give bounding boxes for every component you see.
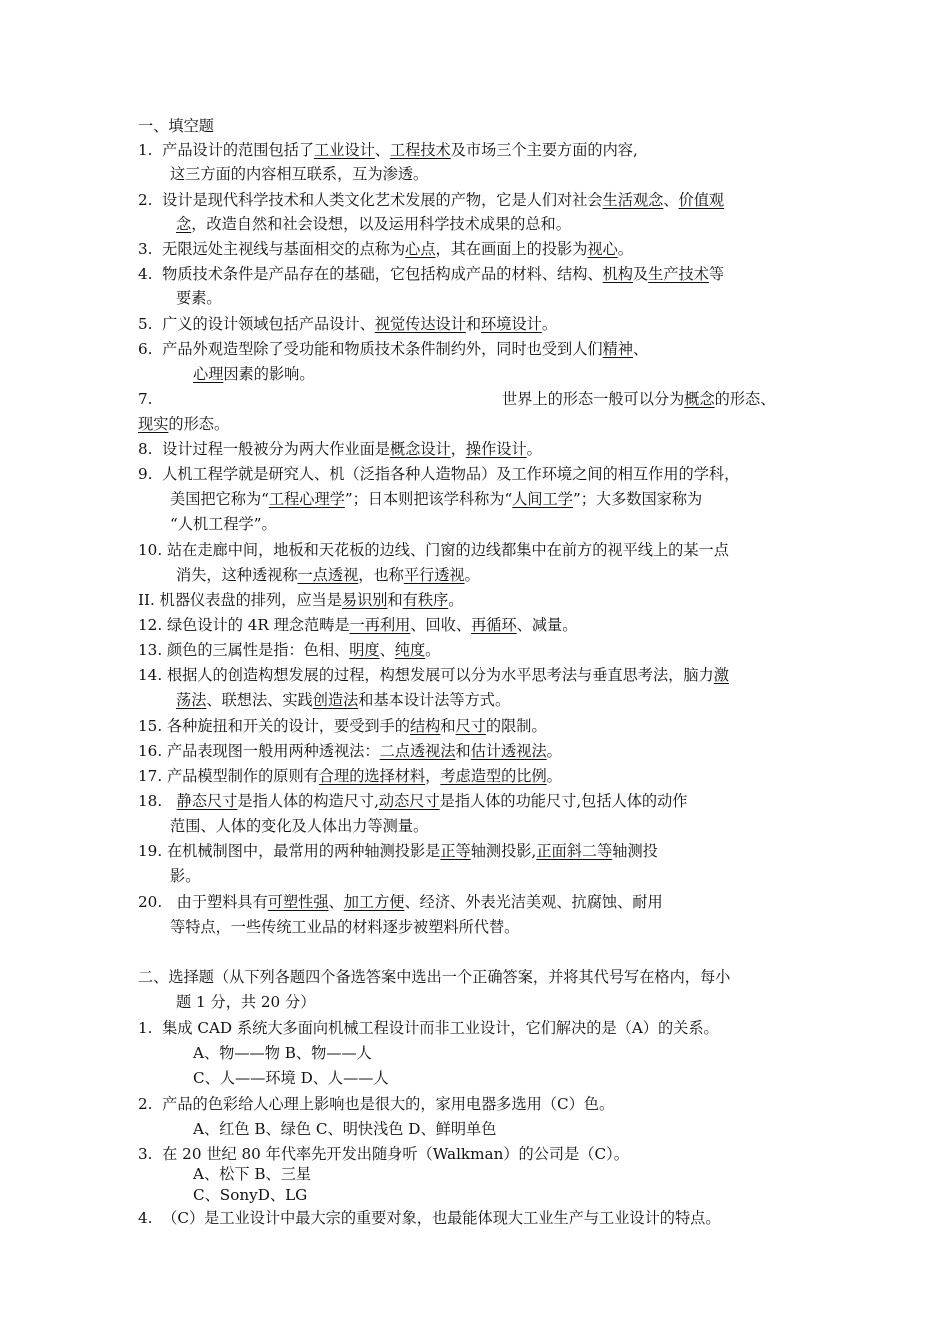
text-line <box>138 967 730 987</box>
text-line <box>138 314 557 334</box>
underlined-answer: 生产技术 <box>648 265 709 283</box>
text-segment: 和 <box>455 742 471 760</box>
text-segment: 影。 <box>170 867 201 885</box>
text-segment: 及市场三个主要方面的内容, <box>450 141 638 159</box>
text-segment: 、减量。 <box>516 616 578 634</box>
text-line <box>138 1018 719 1038</box>
text-line <box>193 1043 372 1063</box>
text-segment: 。 <box>526 440 542 458</box>
text-segment: 。 <box>546 767 562 785</box>
text-segment: 、联想法、实践 <box>206 691 313 709</box>
text-segment: 17. 产品模型制作的原则有 <box>138 767 319 785</box>
text-segment: 是指人体的功能尺寸,包括人体的动作 <box>439 792 688 810</box>
text-line <box>138 791 687 811</box>
text-line <box>170 514 277 534</box>
underlined-answer: 荡法 <box>176 691 207 709</box>
text-segment: 。 <box>425 641 441 659</box>
text-segment: 19. 在机械制图中，最常用的两种轴测投影是 <box>138 842 441 860</box>
underlined-answer: 明度 <box>349 641 380 659</box>
text-segment: 及 <box>632 265 649 283</box>
text-segment: 。 <box>448 591 464 609</box>
text-line <box>138 140 638 160</box>
text-line <box>170 917 519 937</box>
text-segment: 题 1 分，共 20 分） <box>176 993 316 1011</box>
underlined-answer: 考虑造型的比例 <box>440 767 547 785</box>
underlined-answer: 概念 <box>684 390 715 408</box>
text-line <box>138 1094 614 1114</box>
text-line <box>170 866 200 886</box>
text-segment: 13. 颜色的三属性是指：色相、 <box>138 641 350 659</box>
text-segment: 9. 人机工程学就是研究人、机（泛指各种人造物品）及工作环境之间的相互作用的学科， <box>138 465 740 483</box>
text-segment: 这三方面的内容相互联系，互为渗透。 <box>170 165 429 183</box>
text-line <box>170 164 428 184</box>
text-segment: 15. 各种旋扭和开关的设计，要受到手的 <box>138 717 410 735</box>
text-line <box>138 1208 721 1228</box>
underlined-answer: 心理 <box>193 365 224 383</box>
text-segment: 和基本设计法等方式。 <box>358 691 511 709</box>
text-line <box>193 1164 311 1184</box>
underlined-answer: 一点透视 <box>297 566 359 584</box>
text-line <box>176 690 510 710</box>
text-segment: 8. 设计过程一般被分为两大作业面是 <box>138 440 390 458</box>
underlined-answer: 环境设计 <box>481 315 542 333</box>
text-segment: ，改造自然和社会设想，以及运用科学技术成果的总和。 <box>191 215 571 233</box>
text-segment: 、回收、 <box>410 616 472 634</box>
text-segment: C、SonyD、LG <box>193 1186 308 1204</box>
text-line <box>193 1068 389 1088</box>
text-segment: 。 <box>546 742 562 760</box>
underlined-answer: 视觉传达设计 <box>374 315 466 333</box>
text-line <box>176 214 571 234</box>
underlined-answer: 生活观念 <box>602 191 664 209</box>
text-segment: 和 <box>440 717 456 735</box>
text-segment: 要素。 <box>176 289 222 307</box>
text-segment: 、 <box>663 191 679 209</box>
text-segment: 2. 产品的色彩给人心理上影响也是很大的，家用电器多选用（C）色。 <box>138 1095 615 1113</box>
text-line <box>193 364 315 384</box>
underlined-answer: 估计透视法 <box>470 742 547 760</box>
underlined-answer: 工程心理学 <box>268 490 345 508</box>
text-segment: 和 <box>387 591 403 609</box>
text-segment: 范围、人体的变化及人体出力等测量。 <box>170 817 429 835</box>
text-segment: 4. 物质技术条件是产品存在的基础，它包括构成产品的材料、结构、 <box>138 265 603 283</box>
text-segment: 、 <box>379 641 395 659</box>
text-segment: 。 <box>617 240 633 258</box>
text-line <box>170 489 702 509</box>
underlined-answer: 可塑性强 <box>267 893 329 911</box>
text-line <box>193 1185 307 1205</box>
text-line <box>138 264 724 284</box>
underlined-answer: 二点透视法 <box>379 742 456 760</box>
text-segment: ”；日本则把该学科称为“ <box>344 490 513 508</box>
text-segment: 1. 集成 CAD 系统大多面向机械工程设计而非工业设计，它们解决的是（A）的关系。 <box>138 1019 719 1037</box>
text-segment: 一、填空题 <box>138 117 214 135</box>
underlined-answer: 有秩序 <box>402 591 449 609</box>
text-line <box>138 239 633 259</box>
text-segment: 是指人体的构造尺寸, <box>237 792 379 810</box>
text-line <box>138 892 663 912</box>
underlined-answer: 精神 <box>602 340 633 358</box>
text-line <box>170 816 428 836</box>
text-segment: 4. （C）是工业设计中最大宗的重要对象，也最能体现大工业生产与工业设计的特点。 <box>138 1209 721 1227</box>
text-line <box>138 590 463 610</box>
text-segment: 。 <box>541 315 558 333</box>
underlined-answer: 动态尺寸 <box>378 792 440 810</box>
text-line <box>138 414 229 434</box>
text-line <box>138 116 214 136</box>
text-line <box>138 439 542 459</box>
underlined-answer: 概念设计 <box>389 440 451 458</box>
underlined-answer: 念 <box>176 215 192 233</box>
text-segment: ，其在画面上的投影为 <box>435 240 588 258</box>
text-segment: 轴测投 <box>612 842 658 860</box>
text-segment: 12. 绿色设计的 4R 理念范畴是 <box>138 616 350 634</box>
text-segment: 等 <box>708 265 725 283</box>
underlined-answer: 工业设计 <box>314 141 375 159</box>
underlined-answer: 价值观 <box>678 191 725 209</box>
text-segment: 2. 设计是现代科学技术和人类文化艺术发展的产物，它是人们对社会 <box>138 191 603 209</box>
underlined-answer: 操作设计 <box>465 440 527 458</box>
text-line <box>138 339 648 359</box>
text-segment: 7. <box>138 390 153 408</box>
text-line <box>138 190 724 210</box>
text-segment: 美国把它称为“ <box>170 490 269 508</box>
text-segment: A、物——物 B、物——人 <box>193 1044 372 1062</box>
text-segment: 20. 由于塑料具有 <box>138 893 268 911</box>
underlined-answer: 尺寸 <box>455 717 486 735</box>
text-segment: ， <box>425 767 441 785</box>
text-segment: 。 <box>464 566 480 584</box>
text-line <box>138 540 729 560</box>
underlined-answer: 一再利用 <box>349 616 411 634</box>
text-segment: 3. 无限远处主视线与基面相交的点称为 <box>138 240 406 258</box>
text-segment: 、 <box>632 340 649 358</box>
text-segment: 1. 产品设计的范围包括了 <box>138 141 315 159</box>
text-segment: 和 <box>465 315 482 333</box>
text-line <box>138 389 153 409</box>
text-segment: 的形态。 <box>168 415 230 433</box>
underlined-answer: 创造法 <box>312 691 359 709</box>
text-line <box>176 992 315 1012</box>
underlined-answer: 加工方便 <box>343 893 405 911</box>
text-segment: 、 <box>328 893 344 911</box>
underlined-answer: 再循环 <box>471 616 517 634</box>
text-segment: 世界上的形态一般可以分为 <box>502 390 685 408</box>
text-line <box>138 615 577 635</box>
text-segment: A、红色 B、绿色 C、明快浅色 D、鲜明单色 <box>193 1120 497 1138</box>
text-segment: 、经济、外表光洁美观、抗腐蚀、耐用 <box>404 893 663 911</box>
text-line <box>138 1144 629 1164</box>
underlined-answer: 激 <box>713 666 729 684</box>
underlined-answer: 静态尺寸 <box>176 792 238 810</box>
text-line <box>138 464 739 484</box>
underlined-answer: 合理的选择材料 <box>318 767 426 785</box>
text-segment: ”；大多数国家称为 <box>572 490 703 508</box>
underlined-answer: 工程技术 <box>389 141 451 159</box>
text-segment: 二、选择题（从下列各题四个备选答案中选出一个正确答案，并将其代号写在格内，每小 <box>138 968 731 986</box>
text-line <box>176 288 222 308</box>
text-line <box>138 640 440 660</box>
text-line <box>138 841 658 861</box>
underlined-answer: 正等 <box>440 842 471 860</box>
text-segment: 10. 站在走廊中间，地板和天花板的边线、门窗的边线都集中在前方的视平线上的某一点 <box>138 541 729 559</box>
text-line <box>138 665 729 685</box>
underlined-answer: 现实 <box>138 415 169 433</box>
underlined-answer: 机构 <box>602 265 633 283</box>
text-segment: II. 机器仪表盘的排列，应当是 <box>138 591 342 609</box>
underlined-answer: 视心 <box>587 240 618 258</box>
underlined-answer: 人间工学 <box>512 490 573 508</box>
text-segment: 的形态、 <box>714 390 776 408</box>
text-line <box>502 389 775 409</box>
text-line <box>138 741 562 761</box>
text-line <box>176 565 480 585</box>
underlined-answer: 心点 <box>405 240 436 258</box>
text-segment: 轴测投影, <box>470 842 537 860</box>
text-segment: C、人——环境 D、人——人 <box>193 1069 389 1087</box>
text-line <box>138 766 562 786</box>
underlined-answer: 纯度 <box>394 641 426 659</box>
text-segment: 3. 在 20 世纪 80 年代率先开发出随身听（Walkman）的公司是（C）。 <box>138 1145 629 1163</box>
text-segment: 18. <box>138 792 177 810</box>
text-segment: 等特点，一些传统工业品的材料逐步被塑料所代替。 <box>170 918 520 936</box>
text-segment: 消失，这种透视称 <box>176 566 298 584</box>
underlined-answer: 结构 <box>409 717 441 735</box>
text-segment: 5. 广义的设计领域包括产品设计、 <box>138 315 375 333</box>
text-segment: 6. 产品外观造型除了受功能和物质技术条件制约外，同时也受到人们 <box>138 340 603 358</box>
text-line <box>193 1119 496 1139</box>
text-segment: 16. 产品表现图一般用两种透视法： <box>138 742 380 760</box>
text-segment: ， <box>450 440 466 458</box>
text-segment: 因素的影响。 <box>223 365 315 383</box>
underlined-answer: 易识别 <box>341 591 388 609</box>
underlined-answer: 正面斜二等 <box>536 842 613 860</box>
text-segment: 14. 根据人的创造构想发展的过程，构想发展可以分为水平思考法与垂直思考法，脑力 <box>138 666 714 684</box>
text-segment: 的限制。 <box>485 717 547 735</box>
text-line <box>138 716 547 736</box>
text-segment: A、松下 B、三星 <box>193 1165 312 1183</box>
text-segment: 、 <box>374 141 390 159</box>
text-segment: “人机工程学”。 <box>170 515 277 533</box>
underlined-answer: 平行透视 <box>403 566 465 584</box>
text-segment: ，也称 <box>358 566 404 584</box>
